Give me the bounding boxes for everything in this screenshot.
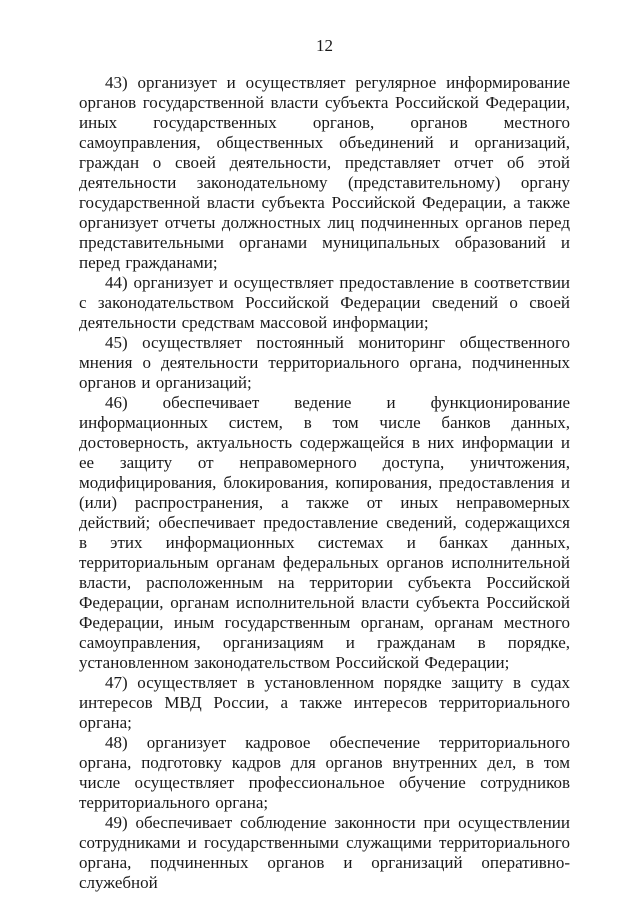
paragraph-47-text: осуществляет в установленном порядке защиту в судах интересов МВД России, а также интересов территориального органа; [79, 673, 571, 732]
paragraph-47-marker: 47) [105, 673, 128, 692]
paragraph-46-marker: 46) [105, 393, 128, 412]
paragraph-49-text: обеспечивает соблюдение законности при осуществлении сотрудниками и государственными служащими территориального органа, подчиненных органов и организаций оперативно-служебной [79, 813, 570, 892]
paragraph-48-marker: 48) [105, 733, 128, 752]
paragraph-43-text: организует и осуществляет регулярное информирование органов государственной власти субъекта Российской Федерации, иных государственных органов, органов местного самоуправления, общественных объединений и организаций, граждан о своей деятельности, представляет отчет об этой деятельности законодательному (представительному) органу государственной власти субъекта Российской Федерации, а также организует отчеты должностных лиц подчиненных органов перед представительными органами муниципальных образований и перед гражданами; [79, 73, 570, 272]
paragraph-44-marker: 44) [105, 273, 128, 292]
paragraph-49 [79, 813, 570, 893]
paragraph-43 [79, 73, 570, 273]
paragraph-46 [79, 393, 570, 673]
paragraph-43-marker: 43) [105, 73, 128, 92]
paragraph-45-marker: 45) [105, 333, 128, 352]
paragraph-45 [79, 333, 570, 393]
paragraph-47 [79, 673, 570, 733]
page-number: 12 [316, 36, 333, 55]
paragraph-44-text: организует и осуществляет предоставление в соответствии с законодательством Российской Федерации сведений о своей деятельности средствам массовой информации; [79, 273, 571, 332]
paragraph-48-text: организует кадровое обеспечение территориального органа, подготовку кадров для органов внутренних дел, в том числе осуществляет профессиональное обучение сотрудников территориального органа; [79, 733, 570, 812]
paragraph-48 [79, 733, 570, 813]
paragraph-49-marker: 49) [105, 813, 128, 832]
paragraph-45-text: осуществляет постоянный мониторинг общественного мнения о деятельности территориального органа, подчиненных органов и организаций; [79, 333, 570, 392]
document-body [79, 73, 570, 893]
paragraph-46-text: обеспечивает ведение и функционирование информационных систем, в том числе банков данных, достоверность, актуальность содержащейся в них информации и ее защиту от неправомерного доступа, уничтожения, модифицирования, блокирования, копирования, предоставления и (или) распространения, а также от иных неправомерных действий; обеспечивает предоставление сведений, содержащихся в этих информационных системах и банках данных, территориальным органам федеральных органов исполнительной власти, расположенным на территории субъекта Российской Федерации, органам исполнительной власти субъекта Российской Федерации, иным государственным органам, органам местного самоуправления, организациям и гражданам в порядке, установленном законодательством Российской Федерации; [79, 393, 570, 672]
paragraph-44 [79, 273, 570, 333]
